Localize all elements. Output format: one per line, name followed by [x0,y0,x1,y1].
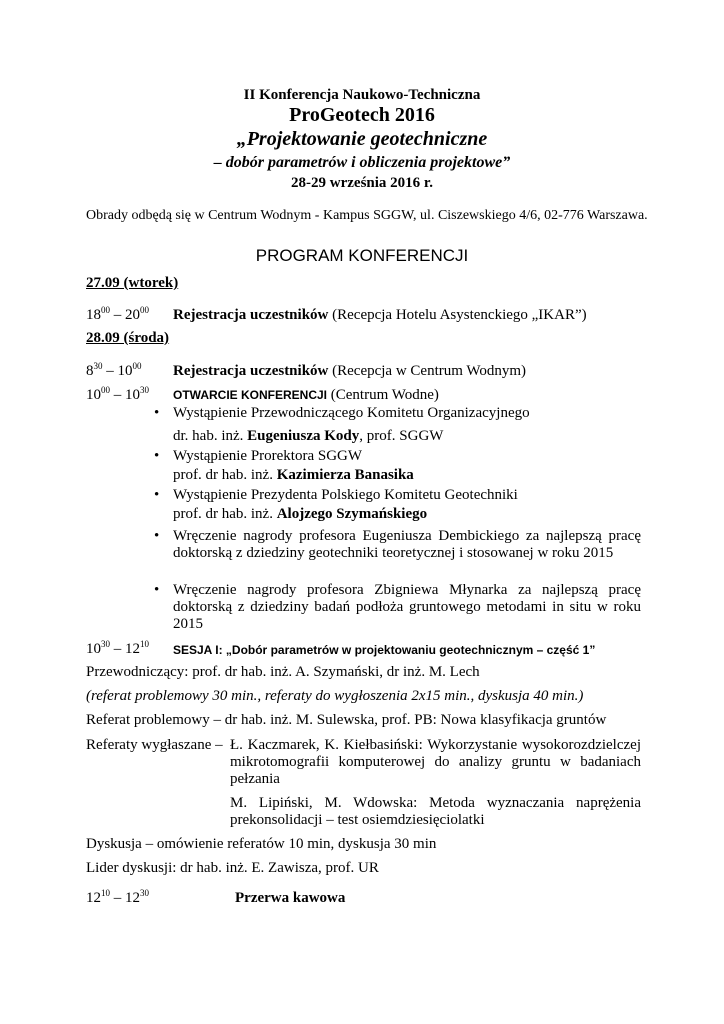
day1-registration: Rejestracja uczestników (Recepcja Hotelu Asystenckiego „IKAR”) [173,307,587,323]
bullet-icon: • [154,405,160,421]
session1-chairs: Przewodniczący: prof. dr hab. inż. A. Szymański, dr inż. M. Lech [86,664,480,680]
award-dembicki: Wręczenie nagrody profesora Eugeniusza Dembickiego za najlepszą pracę doktorską z dziedziny geotechniki teoretycznej i stosowanej w roku 2015 [173,528,641,561]
program-title: PROGRAM KONFERENCJI [255,246,469,265]
bullet-icon: • [154,487,160,503]
conference-dates: 28-29 września 2016 r. [291,175,433,191]
conference-theme-line1: „Projektowanie geotechniczne [236,128,488,150]
bullet-icon: • [154,448,160,464]
conference-title: ProGeotech 2016 [289,104,435,126]
venue-text: Obrady odbędą się w Centrum Wodnym - Kampus SGGW, ul. Ciszewskiego 4/6, 02-776 Warszawa. [86,208,648,223]
speaker-szymanski: prof. dr hab. inż. Alojzego Szymańskiego [173,506,428,522]
coffee-break-time: $12^{10} - 12^{30}$ [86,888,149,906]
speaker-kody: dr. hab. inż. Eugeniusza Kody, prof. SGGW [173,428,444,444]
bullet-icon: • [154,582,160,598]
award-mlynarek: Wręczenie nagrody profesora Zbigniewa Młynarka za najlepszą pracę doktorską z dziedziny badań podłoża gruntowego metodami in situ w roku 2015 [173,582,641,632]
day1-date: 27.09 (wtorek) [86,275,179,291]
speech-prorector: Wystąpienie Prorektora SGGW [173,448,363,464]
day2-registration: Rejestracja uczestników (Recepcja w Centrum Wodnym) [173,363,527,379]
paper-lipinski: M. Lipiński, M. Wdowska: Metoda wyznaczania naprężenia prekonsolidacji – test osiemdziesięciolatki [230,795,641,828]
opening-time: $10^{00} - 10^{30}$ [86,385,149,403]
conference-name: II Konferencja Naukowo-Techniczna [243,87,481,103]
papers-label: Referaty wygłaszane – [86,737,223,753]
discussion-leader: Lider dyskusji: dr hab. inż. E. Zawisza, prof. UR [86,860,379,876]
problem-paper: Referat problemowy – dr hab. inż. M. Sulewska, prof. PB: Nowa klasyfikacja gruntów [86,712,607,728]
speech-organizing-committee: Wystąpienie Przewodniczącego Komitetu Organizacyjnego [173,405,530,421]
session1-title: SESJA I: „Dobór parametrów w projektowaniu geotechnicznym – część 1” [173,643,596,657]
opening-session: OTWARCIE KONFERENCJI (Centrum Wodne) [173,387,439,403]
day2-registration-time: $8^{30} - 10^{00}$ [86,361,142,379]
session1-timing-note: (referat problemowy 30 min., referaty do wygłoszenia 2x15 min., dyskusja 40 min.) [86,688,584,704]
discussion-info: Dyskusja – omówienie referatów 10 min, dyskusja 30 min [86,836,437,852]
bullet-icon: • [154,528,160,544]
speech-president: Wystąpienie Prezydenta Polskiego Komitetu Geotechniki [173,487,518,503]
day2-date: 28.09 (środa) [86,330,170,346]
paper-kaczmarek: Ł. Kaczmarek, K. Kiełbasiński: Wykorzystanie wysokorozdzielczej mikrotomografii komputerowej do analizy gruntu w badaniach pełzania [230,737,641,787]
speaker-banasik: prof. dr hab. inż. Kazimierza Banasika [173,467,414,483]
day1-time: $18^{00} - 20^{00}$ [86,305,149,323]
session1-time: $10^{30} - 12^{10}$ [86,639,149,657]
coffee-break: Przerwa kawowa [235,890,346,906]
conference-theme-line2: – dobór parametrów i obliczenia projektowe” [213,154,511,171]
